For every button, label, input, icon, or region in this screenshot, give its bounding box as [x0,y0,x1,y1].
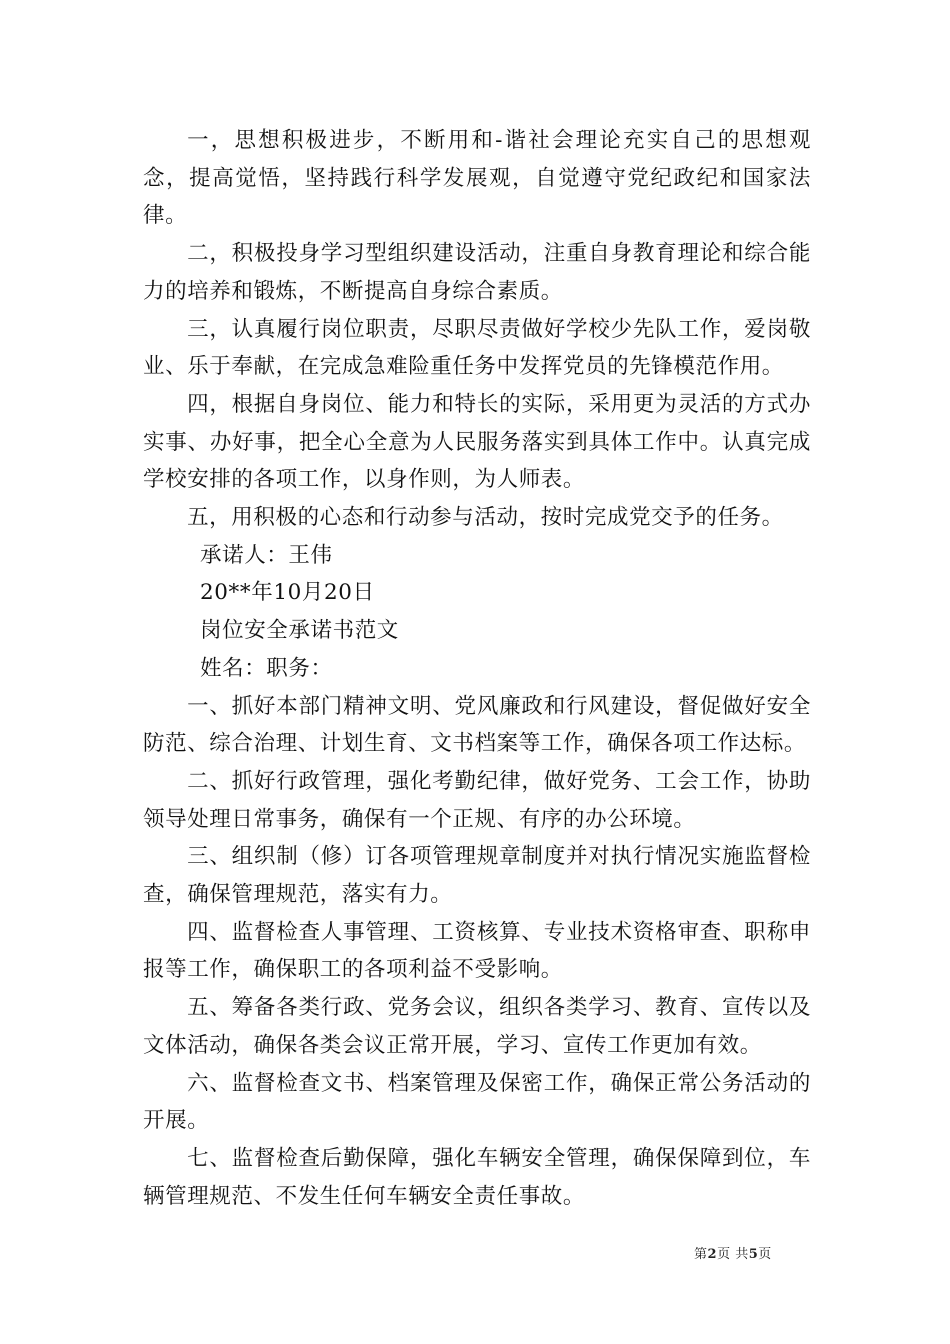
footer-suffix: 页 [758,1247,772,1262]
paragraph: 一，思想积极进步，不断用和-谐社会理论充实自己的思想观念，提高觉悟，坚持践行科学发展观，自觉遵守党纪政纪和国家法律。 [143,128,811,229]
page-number-footer [694,1247,772,1263]
document-body [143,122,811,1215]
paragraph: 四，根据自身岗位、能力和特长的实际，采用更为灵活的方式办实事、办好事，把全心全意为人民服务落实到具体工作中。认真完成学校安排的各项工作，以身作则，为人师表。 [143,391,811,493]
paragraph: 三、组织制（修）订各项管理规章制度并对执行情况实施监督检查，确保管理规范，落实有力。 [143,844,811,908]
total-pages-number: 5 [748,1247,759,1262]
date-line: 20**年10月20日 [200,580,375,606]
paragraph: 二、抓好行政管理，强化考勤纪律，做好党务、工会工作，协助领导处理日常事务，确保有一个正规、有序的办公环境。 [143,768,811,832]
paragraph: 七、监督检查后勤保障，强化车辆安全管理，确保保障到位，车辆管理规范、不发生任何车辆安全责任事故。 [143,1145,811,1209]
paragraph: 五，用积极的心态和行动参与活动，按时完成党交予的任务。 [187,505,784,531]
current-page-number: 2 [707,1247,718,1262]
signer-line: 承诺人：王伟 [200,542,333,568]
footer-middle: 页 共 [717,1247,749,1262]
footer-prefix: 第 [694,1247,708,1262]
paragraph: 六、监督检查文书、档案管理及保密工作，确保正常公务活动的开展。 [143,1070,811,1134]
section-title: 岗位安全承诺书范文 [200,618,399,644]
paragraph: 三，认真履行岗位职责，尽职尽责做好学校少先队工作，爱岗敬业、乐于奉献，在完成急难险重任务中发挥党员的先锋模范作用。 [143,316,811,380]
name-duty-line: 姓名：职务： [200,655,333,681]
paragraph: 一、抓好本部门精神文明、党风廉政和行风建设，督促做好安全防范、综合治理、计划生育、文书档案等工作，确保各项工作达标。 [143,693,811,757]
paragraph: 五、筹备各类行政、党务会议，组织各类学习、教育、宣传以及文体活动，确保各类会议正常开展，学习、宣传工作更加有效。 [143,995,811,1058]
paragraph: 四、监督检查人事管理、工资核算、专业技术资格审查、职称申报等工作，确保职工的各项利益不受影响。 [143,919,811,983]
paragraph: 二，积极投身学习型组织建设活动，注重自身教育理论和综合能力的培养和锻炼，不断提高自身综合素质。 [143,241,811,304]
